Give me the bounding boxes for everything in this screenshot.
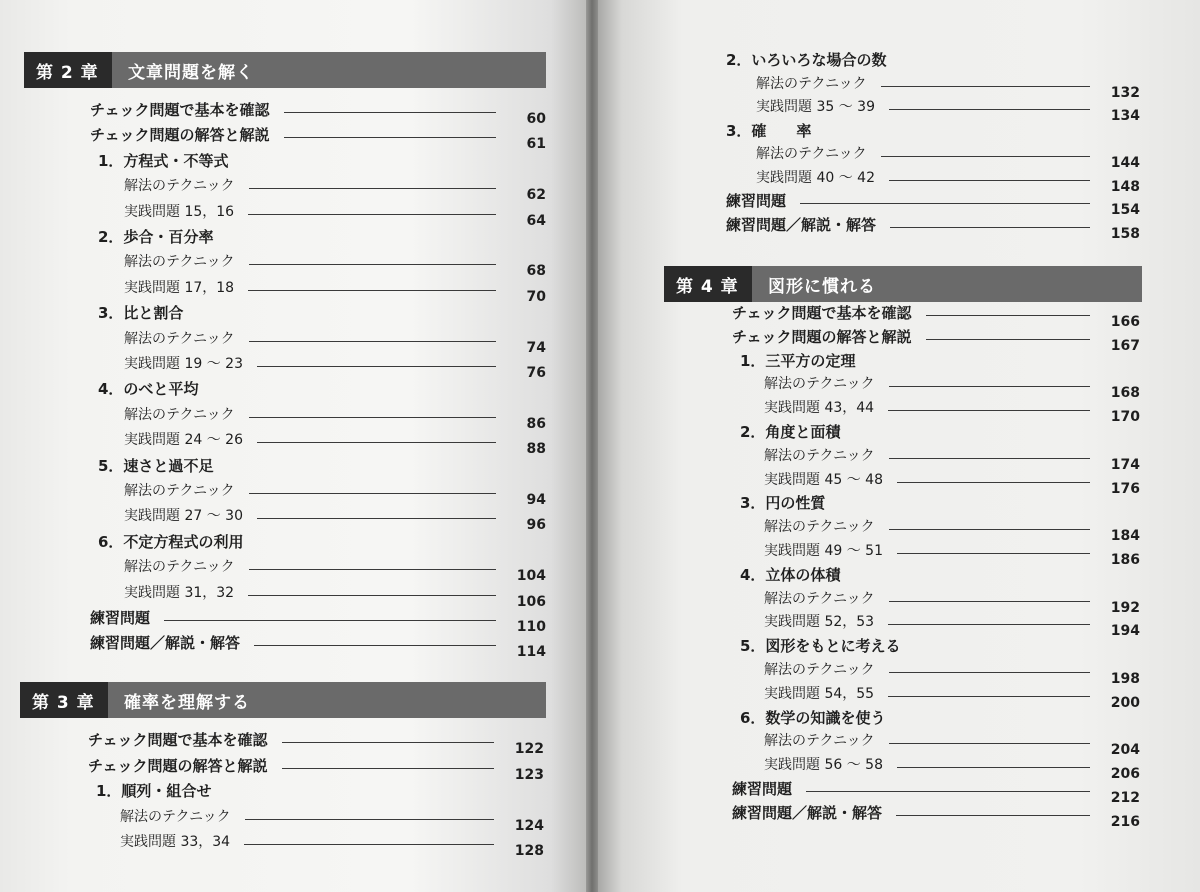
toc-page-number: 76 xyxy=(526,365,546,381)
toc-entry[interactable] xyxy=(124,583,546,610)
toc-page-number: 114 xyxy=(516,644,546,661)
leader-line xyxy=(889,672,1090,673)
toc-page-number: 166 xyxy=(1110,314,1140,330)
toc-entry-label: 実践問題 52，53 xyxy=(764,614,875,631)
toc-entry-label: 練習問題 xyxy=(732,780,793,798)
toc-page-number: 128 xyxy=(514,843,544,860)
toc-section-heading: 3．確 率 xyxy=(726,121,812,140)
leader-line xyxy=(889,601,1090,602)
toc-page-number: 167 xyxy=(1110,337,1140,354)
leader-line xyxy=(257,518,496,519)
leader-line xyxy=(889,529,1090,530)
chapter-number: 第 2 章 xyxy=(24,52,112,88)
toc-section-heading: 1．三平方の定理 xyxy=(740,351,856,370)
leader-line xyxy=(248,595,496,596)
toc-entry[interactable] xyxy=(764,755,1140,783)
leader-line xyxy=(249,188,496,189)
toc-page-number: 176 xyxy=(1110,480,1140,497)
toc-entry[interactable] xyxy=(88,730,544,757)
toc-section-heading: 1．順列・組合せ xyxy=(96,782,212,801)
leader-line xyxy=(282,742,494,743)
toc-section-heading: 6．不定方程式の利用 xyxy=(98,532,244,551)
toc-entry[interactable] xyxy=(90,100,546,127)
toc-entry-label: 実践問題 45 ～ 48 xyxy=(764,471,883,488)
toc-entry[interactable] xyxy=(764,517,1140,545)
leader-line xyxy=(245,819,494,820)
toc-entry-label: 解法のテクニック xyxy=(764,376,875,393)
toc-page-number: 198 xyxy=(1110,671,1140,687)
toc-entry[interactable] xyxy=(124,354,546,381)
toc-entry-label: 実践問題 43，44 xyxy=(764,400,875,417)
toc-entry[interactable] xyxy=(764,589,1140,616)
leader-line xyxy=(284,112,496,113)
leader-line xyxy=(897,767,1090,768)
toc-entry[interactable] xyxy=(756,97,1140,124)
toc-entry[interactable] xyxy=(90,125,546,153)
toc-entry[interactable] xyxy=(764,731,1140,759)
toc-entry-label: 解法のテクニック xyxy=(124,178,235,195)
toc-entry[interactable] xyxy=(732,303,1140,330)
leader-line xyxy=(888,696,1090,697)
toc-page-number: 212 xyxy=(1110,790,1140,806)
toc-entry-label: 実践問題 17，18 xyxy=(124,279,235,296)
toc-entry[interactable] xyxy=(124,405,546,432)
toc-page-number: 122 xyxy=(514,741,544,757)
toc-entry[interactable] xyxy=(764,612,1140,640)
chapter-4-header xyxy=(664,266,1142,302)
toc-entry-label: 解法のテクニック xyxy=(124,406,235,423)
toc-entry-label: 実践問題 24 ～ 26 xyxy=(124,432,243,449)
book-spine xyxy=(586,0,598,892)
toc-entry-label: チェック問題で基本を確認 xyxy=(88,731,268,749)
chapter-title: 図形に慣れる xyxy=(768,276,876,297)
toc-page-number: 192 xyxy=(1110,599,1140,616)
toc-entry[interactable] xyxy=(756,168,1140,195)
toc-entry[interactable] xyxy=(120,807,544,834)
toc-section-heading: 1．方程式・不等式 xyxy=(98,151,229,170)
toc-entry[interactable] xyxy=(124,506,546,534)
toc-entry-label: 実践問題 27 ～ 30 xyxy=(124,508,243,525)
toc-entry[interactable] xyxy=(764,684,1140,711)
leader-line xyxy=(249,264,496,265)
toc-entry[interactable] xyxy=(756,74,1140,101)
toc-page-number: 134 xyxy=(1110,108,1140,124)
toc-entry-label: チェック問題で基本を確認 xyxy=(90,101,270,119)
leader-line xyxy=(249,493,496,494)
toc-entry[interactable] xyxy=(764,470,1140,497)
leader-line xyxy=(888,624,1090,625)
toc-entry-label: 練習問題／解説・解答 xyxy=(90,634,241,653)
toc-page-number: 86 xyxy=(526,415,546,432)
toc-entry[interactable] xyxy=(764,398,1140,426)
chapter-title: 確率を理解する xyxy=(124,692,250,713)
leader-line xyxy=(889,109,1090,110)
leader-line xyxy=(164,620,496,621)
toc-page-number: 144 xyxy=(1110,155,1140,171)
leader-line xyxy=(257,366,496,367)
toc-page-number: 206 xyxy=(1110,766,1140,783)
toc-entry[interactable] xyxy=(124,481,546,508)
toc-page-number: 216 xyxy=(1110,813,1140,830)
toc-page-number: 68 xyxy=(526,263,546,280)
toc-entry-label: チェック問題の解答と解説 xyxy=(88,756,268,775)
toc-page-number: 132 xyxy=(1110,84,1140,101)
toc-page-number: 61 xyxy=(526,136,546,153)
chapter-2-header xyxy=(24,52,546,88)
toc-entry-label: 解法のテクニック xyxy=(124,330,235,347)
leader-line xyxy=(889,180,1090,181)
toc-entry[interactable] xyxy=(88,756,544,783)
toc-section-heading: 6．数学の知識を使う xyxy=(740,708,886,727)
leader-line xyxy=(254,645,496,646)
toc-page-number: 94 xyxy=(526,492,546,508)
toc-entry[interactable] xyxy=(764,660,1140,687)
toc-page-number: 88 xyxy=(526,441,546,458)
toc-entry-label: チェック問題で基本を確認 xyxy=(732,304,912,322)
toc-entry-label: チェック問題の解答と解説 xyxy=(732,327,912,346)
toc-section-heading: 3．円の性質 xyxy=(740,494,826,513)
toc-entry[interactable] xyxy=(732,803,1140,830)
leader-line xyxy=(889,743,1090,744)
toc-section-heading: 4．のべと平均 xyxy=(98,380,199,399)
toc-page-number: 124 xyxy=(514,817,544,834)
toc-entry[interactable] xyxy=(120,832,544,860)
toc-entry[interactable] xyxy=(90,608,546,635)
toc-entry-label: 実践問題 15，16 xyxy=(124,203,235,220)
leader-line xyxy=(249,569,496,570)
leader-line xyxy=(257,442,496,443)
toc-page-number: 62 xyxy=(526,187,546,204)
leader-line xyxy=(897,553,1090,554)
toc-entry[interactable] xyxy=(726,191,1140,218)
toc-entry-label: 実践問題 54，55 xyxy=(764,685,875,702)
toc-entry[interactable] xyxy=(764,541,1140,568)
toc-entry-label: 解法のテクニック xyxy=(124,254,235,271)
toc-section-heading: 5．図形をもとに考える xyxy=(740,637,901,656)
toc-entry-label: 解法のテクニック xyxy=(764,662,875,678)
leader-line xyxy=(926,339,1090,340)
toc-page-number: 64 xyxy=(526,212,546,229)
toc-page-number: 96 xyxy=(526,517,546,534)
toc-entry-label: 練習問題／解説・解答 xyxy=(726,215,877,234)
toc-entry[interactable] xyxy=(764,374,1140,402)
leader-line xyxy=(248,214,496,215)
toc-section-heading: 2．いろいろな場合の数 xyxy=(726,51,887,69)
toc-page-number: 60 xyxy=(526,111,546,127)
toc-entry-label: 実践問題 40 ～ 42 xyxy=(756,169,875,186)
toc-entry-label: 解法のテクニック xyxy=(756,146,867,162)
toc-entry[interactable] xyxy=(726,215,1140,242)
toc-entry-label: 解法のテクニック xyxy=(120,808,231,825)
toc-entry-label: 練習問題／解説・解答 xyxy=(732,803,883,822)
leader-line xyxy=(249,417,496,418)
toc-page-number: 158 xyxy=(1110,225,1140,242)
toc-entry-label: 実践問題 49 ～ 51 xyxy=(764,543,883,559)
leader-line xyxy=(800,203,1090,204)
toc-entry-label: 解法のテクニック xyxy=(756,75,867,92)
leader-line xyxy=(896,815,1090,816)
toc-entry[interactable] xyxy=(90,633,546,661)
toc-page-number: 200 xyxy=(1110,694,1140,711)
leader-line xyxy=(888,410,1090,411)
toc-page-number: 154 xyxy=(1110,202,1140,218)
toc-entry-label: 練習問題 xyxy=(726,192,787,210)
toc-page-number: 148 xyxy=(1110,178,1140,195)
left-page xyxy=(0,0,586,892)
toc-entry-label: チェック問題の解答と解説 xyxy=(90,126,270,145)
chapter-number: 第 3 章 xyxy=(20,682,108,718)
toc-entry[interactable] xyxy=(124,557,546,585)
chapter-number: 第 4 章 xyxy=(664,266,752,302)
toc-section-heading: 4．立体の体積 xyxy=(740,565,841,584)
toc-page-number: 194 xyxy=(1110,623,1140,640)
toc-page-number: 170 xyxy=(1110,409,1140,426)
toc-entry-label: 解法のテクニック xyxy=(764,447,875,464)
toc-entry[interactable] xyxy=(124,176,546,204)
toc-entry[interactable] xyxy=(764,446,1140,473)
right-page xyxy=(598,0,1200,892)
toc-page-number: 204 xyxy=(1110,742,1140,759)
toc-entry[interactable] xyxy=(124,430,546,458)
leader-line xyxy=(244,844,494,845)
toc-entry-label: 解法のテクニック xyxy=(764,590,875,607)
leader-line xyxy=(890,227,1090,228)
leader-line xyxy=(249,341,496,342)
toc-entry[interactable] xyxy=(124,202,546,229)
toc-entry[interactable] xyxy=(124,329,546,356)
toc-page-number: 110 xyxy=(516,619,546,635)
leader-line xyxy=(248,290,496,291)
toc-entry-label: 解法のテクニック xyxy=(764,733,875,750)
toc-page-number: 184 xyxy=(1110,528,1140,545)
toc-page-number: 123 xyxy=(514,766,544,783)
leader-line xyxy=(889,458,1090,459)
toc-entry[interactable] xyxy=(756,144,1140,171)
leader-line xyxy=(926,315,1090,316)
chapter-3-header xyxy=(20,682,546,718)
toc-entry-label: 解法のテクニック xyxy=(124,559,235,576)
toc-page-number: 70 xyxy=(526,288,546,305)
leader-line xyxy=(897,482,1090,483)
toc-entry-label: 実践問題 56 ～ 58 xyxy=(764,757,883,774)
toc-section-heading: 2．歩合・百分率 xyxy=(98,228,214,246)
leader-line xyxy=(282,768,494,769)
toc-page-number: 174 xyxy=(1110,456,1140,473)
chapter-title: 文章問題を解く xyxy=(128,62,254,83)
toc-entry-label: 実践問題 31，32 xyxy=(124,584,235,601)
toc-entry[interactable] xyxy=(124,278,546,305)
toc-entry-label: 実践問題 19 ～ 23 xyxy=(124,356,243,372)
toc-page-number: 104 xyxy=(516,568,546,585)
leader-line xyxy=(284,137,496,138)
leader-line xyxy=(881,86,1090,87)
toc-entry-label: 実践問題 33，34 xyxy=(120,834,231,851)
toc-entry-label: 解法のテクニック xyxy=(124,483,235,499)
toc-entry-label: 実践問題 35 ～ 39 xyxy=(756,99,875,115)
toc-page-number: 74 xyxy=(526,339,546,356)
toc-entry-label: 解法のテクニック xyxy=(764,519,875,536)
leader-line xyxy=(881,156,1090,157)
leader-line xyxy=(889,386,1090,387)
toc-page-number: 186 xyxy=(1110,552,1140,568)
toc-entry[interactable] xyxy=(732,779,1140,806)
leader-line xyxy=(806,791,1090,792)
toc-section-heading: 2．角度と面積 xyxy=(740,423,841,441)
toc-page-number: 106 xyxy=(516,593,546,610)
toc-entry-label: 練習問題 xyxy=(90,609,151,627)
toc-page-number: 168 xyxy=(1110,385,1140,402)
toc-entry[interactable] xyxy=(732,327,1140,354)
toc-section-heading: 3．比と割合 xyxy=(98,304,184,323)
toc-section-heading: 5．速さと過不足 xyxy=(98,456,214,475)
toc-entry[interactable] xyxy=(124,252,546,280)
